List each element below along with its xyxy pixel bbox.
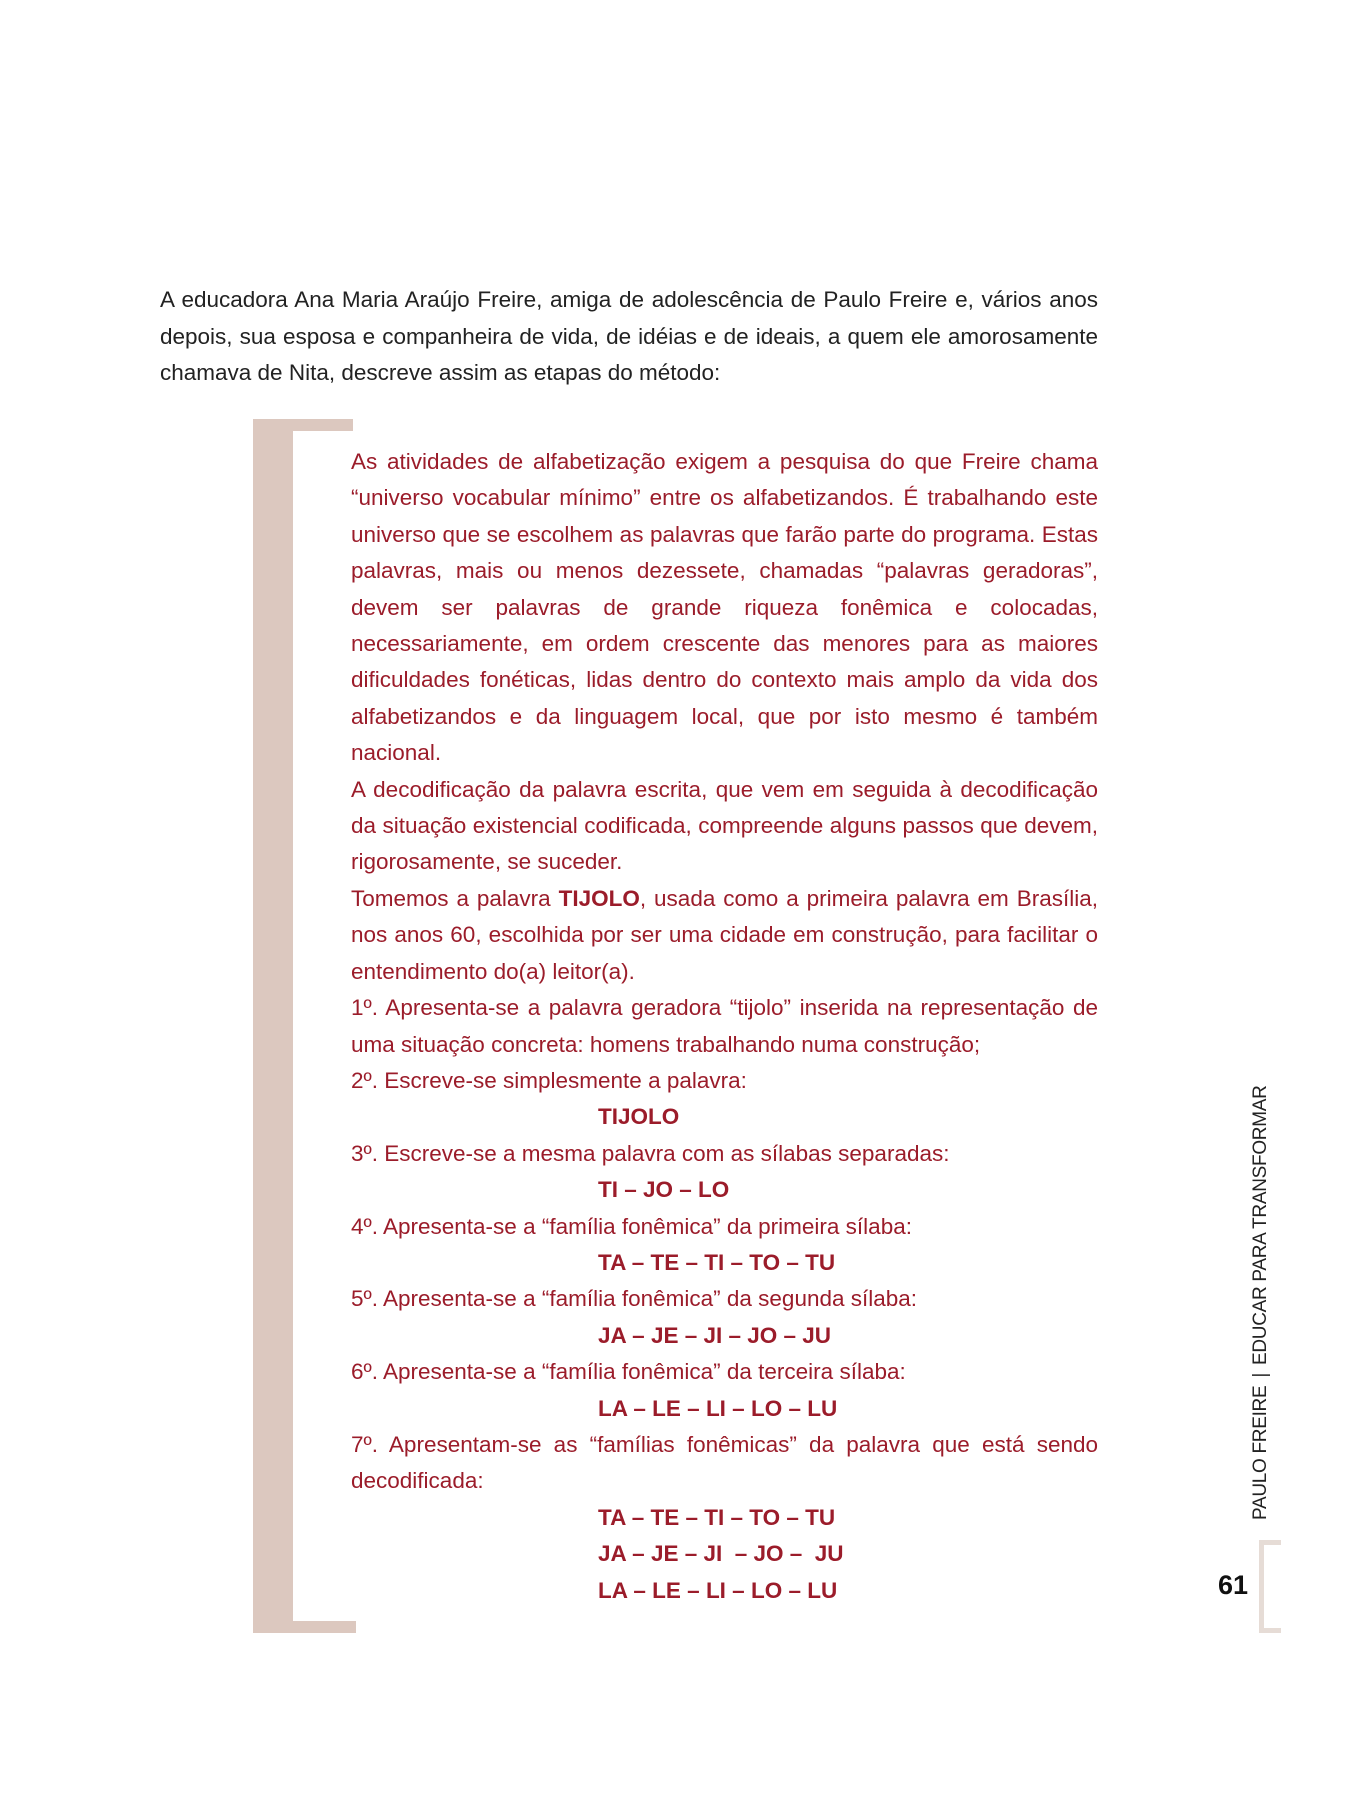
step-6-example: LA – LE – LI – LO – LU	[598, 1395, 838, 1421]
block-quote	[351, 444, 1098, 1609]
step-4: 4º. Apresenta-se a “família fonêmica” da primeira sílaba:	[351, 1213, 912, 1239]
step-7-example: JA – JE – JI – JO – JU	[598, 1541, 844, 1567]
running-header-separator: |	[1250, 1373, 1271, 1378]
step-3-example: TI – JO – LO	[598, 1177, 730, 1203]
running-header	[1250, 1085, 1272, 1520]
step-5-example: JA – JE – JI – JO – JU	[598, 1322, 832, 1348]
running-header-title: EDUCAR PARA TRANSFORMAR	[1250, 1085, 1271, 1365]
running-header-author: PAULO FREIRE	[1250, 1385, 1271, 1520]
intro-paragraph: A educadora Ana Maria Araújo Freire, amiga de adolescência de Paulo Freire e, vários anos depois, sua esposa e companheira de vida, de idéias e de ideais, a quem ele amorosamente chamava de Nita, descreve assim as etapas do método:	[160, 287, 1098, 385]
step-3: 3º. Escreve-se a mesma palavra com as sílabas separadas:	[351, 1140, 950, 1166]
quote-paragraph: As atividades de alfabetização exigem a pesquisa do que Freire chama “universo vocabular mínimo” entre os alfabetizandos. É trabalhando este universo que se escolhem as palavras que farão parte do programa. Estas palavras, mais ou menos dezessete, chamadas “palavras geradoras”, devem ser palavras de grande riqueza fonêmica e colocadas, necessariamente, em ordem crescente das menores para as maiores dificuldades fonéticas, lidas dentro do contexto mais amplo da vida dos alfabetizandos e da linguagem local, que por isto mesmo é também nacional.	[351, 449, 1098, 766]
step-6: 6º. Apresenta-se a “família fonêmica” da terceira sílaba:	[351, 1359, 906, 1385]
step-7-example: TA – TE – TI – TO – TU	[598, 1504, 836, 1530]
quote-paragraph: A decodificação da palavra escrita, que vem em seguida à decodificação da situação existencial codificada, compreende alguns passos que devem, rigorosamente, se suceder.	[351, 776, 1098, 875]
step-1: 1º. Apresenta-se a palavra geradora “tijolo” inserida na representação de uma situação concreta: homens trabalhando numa construção;	[351, 995, 1098, 1057]
quote-paragraph: Tomemos a palavra TIJOLO, usada como a primeira palavra em Brasília, nos anos 60, escolhida por ser uma cidade em construção, para facilitar o entendimento do(a) leitor(a).	[351, 885, 1098, 984]
step-7-example: LA – LE – LI – LO – LU	[598, 1577, 838, 1603]
step-7: 7º. Apresentam-se as “famílias fonêmicas” da palavra que está sendo decodificada:	[351, 1431, 1098, 1494]
page-number-bracket	[1259, 1540, 1264, 1633]
page-number: 61	[1218, 1570, 1249, 1600]
step-2-example: TIJOLO	[598, 1104, 680, 1130]
step-5: 5º. Apresenta-se a “família fonêmica” da segunda sílaba:	[351, 1286, 918, 1312]
quote-bracket	[253, 419, 293, 1633]
highlighted-word: TIJOLO	[558, 885, 640, 911]
step-2: 2º. Escreve-se simplesmente a palavra:	[351, 1067, 747, 1093]
step-4-example: TA – TE – TI – TO – TU	[598, 1249, 836, 1275]
